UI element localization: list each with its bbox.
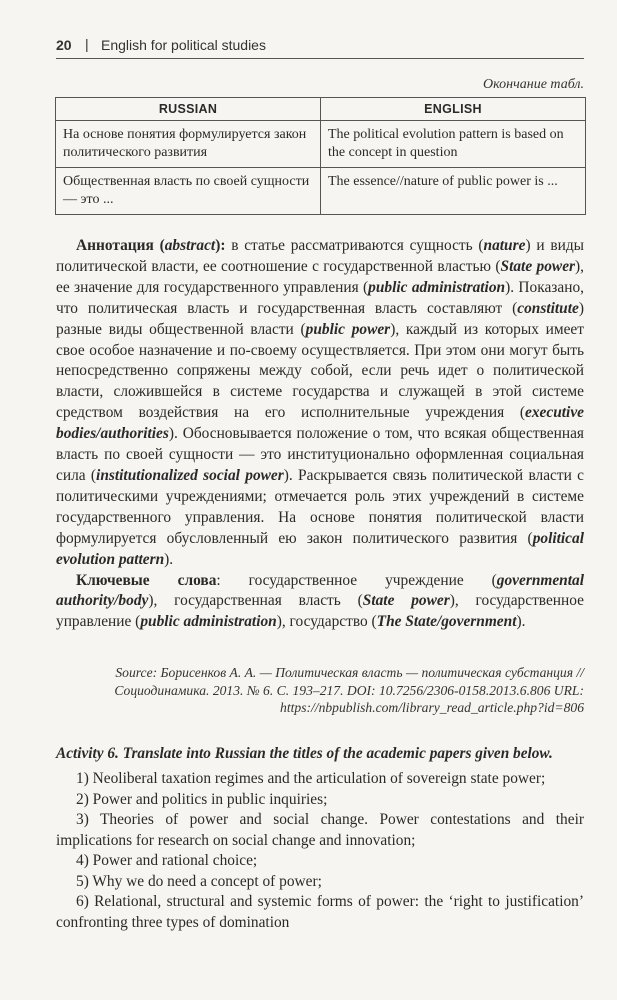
term: public administration [368,278,506,296]
column-header-russian: RUSSIAN [56,98,321,121]
abstract-label: Аннотация (abstract): [76,237,226,254]
keywords-label: Ключевые слова [76,571,217,589]
column-header-english: ENGLISH [321,98,586,121]
header-separator: | [85,36,89,52]
term: constitute [517,299,579,317]
table-caption: Окончание табл. [483,77,584,92]
activity-heading: Activity 6. Translate into Russian the titles of the academic papers given below. [56,745,553,762]
list-item: 5) Why we do need a concept of power; [76,872,322,890]
list-item: 4) Power and rational choice; [76,852,258,869]
term: State power [500,257,576,275]
list-item: 3) Theories of power and social change. Power contestations and their implications for research on social change and innovation; [56,811,584,849]
table-row [56,121,586,168]
table-cell-russian: Общественная власть по своей сущности — это ... [56,168,321,215]
table-row [56,168,586,215]
list-item: 2) Power and politics in public inquiries; [76,790,328,808]
page-number: 20 [56,37,72,53]
term: public administration [140,613,277,631]
running-header [56,36,584,59]
activity-list [56,769,584,933]
list-item: 6) Relational, structural and systemic forms of power: the ‘right to justification’ confronting three types of domination [56,893,584,931]
table-header-row [56,98,586,121]
translation-table [55,97,586,215]
abstract-block [56,236,584,633]
term: institutionalized social power [96,466,284,484]
keywords-paragraph: Ключевые слова: государственное учреждение (governmental authority/body), государственная власть (State power), государственное управление (public administration), государство (The State/government). [56,571,584,631]
source-citation: Source: Борисенков А. А. — Политическая власть — политическая субстанция // Социодинамика. 2013. № 6. С. 193–217. DOI: 10.7256/2306-0158.2013.6.806 URL: https://nbpublish.com/library_read_article.php?id=806 [114,665,584,715]
term: governmental authority/body [56,571,584,610]
abstract-paragraph: Аннотация (abstract): в статье рассматриваются сущность (nature) и виды политической власти, ее соотношение с государственной властью (State power), ее значение для государственного управления (public administration). Показано, что политическая власть и государственная власть составляют (constitute) разные виды общественной власти (public power), каждый из которых имеет свое особое назначение и по-своему осуществляется. При этом они могут быть непосредственно сопряжены между собой, если речь идет о политической власти, сложившейся в системе государства и служащей в этой системе средством воздействия на его исполнительные учреждения (executive bodies/authorities). Обосновывается положение о том, что всякая общественная власть по своей сущности — это институционально оформленная социальная сила (institutionalized social power). Раскрывается связь политической власти с политическими учреждениями; отмечается роль этих учреждений в системе государственного управления. На основе понятия политической власти формулируется обусловленный ею закон политического развития (political evolution pattern). [56,237,584,568]
table-cell-russian: На основе понятия формулируется закон политического развития [56,121,321,168]
term: public power [305,320,391,338]
term: executive bodies/authorities [56,404,584,443]
table-cell-english: The political evolution pattern is based on the concept in question [321,121,586,168]
term: State power [362,592,450,610]
list-item: 1) Neoliberal taxation regimes and the articulation of sovereign state power; [76,770,546,787]
term: The State/government [376,613,517,631]
term: political evolution pattern [56,529,584,568]
term: nature [483,237,526,254]
table-cell-english: The essence//nature of public power is ... [321,168,586,215]
book-title: English for political studies [101,37,266,53]
